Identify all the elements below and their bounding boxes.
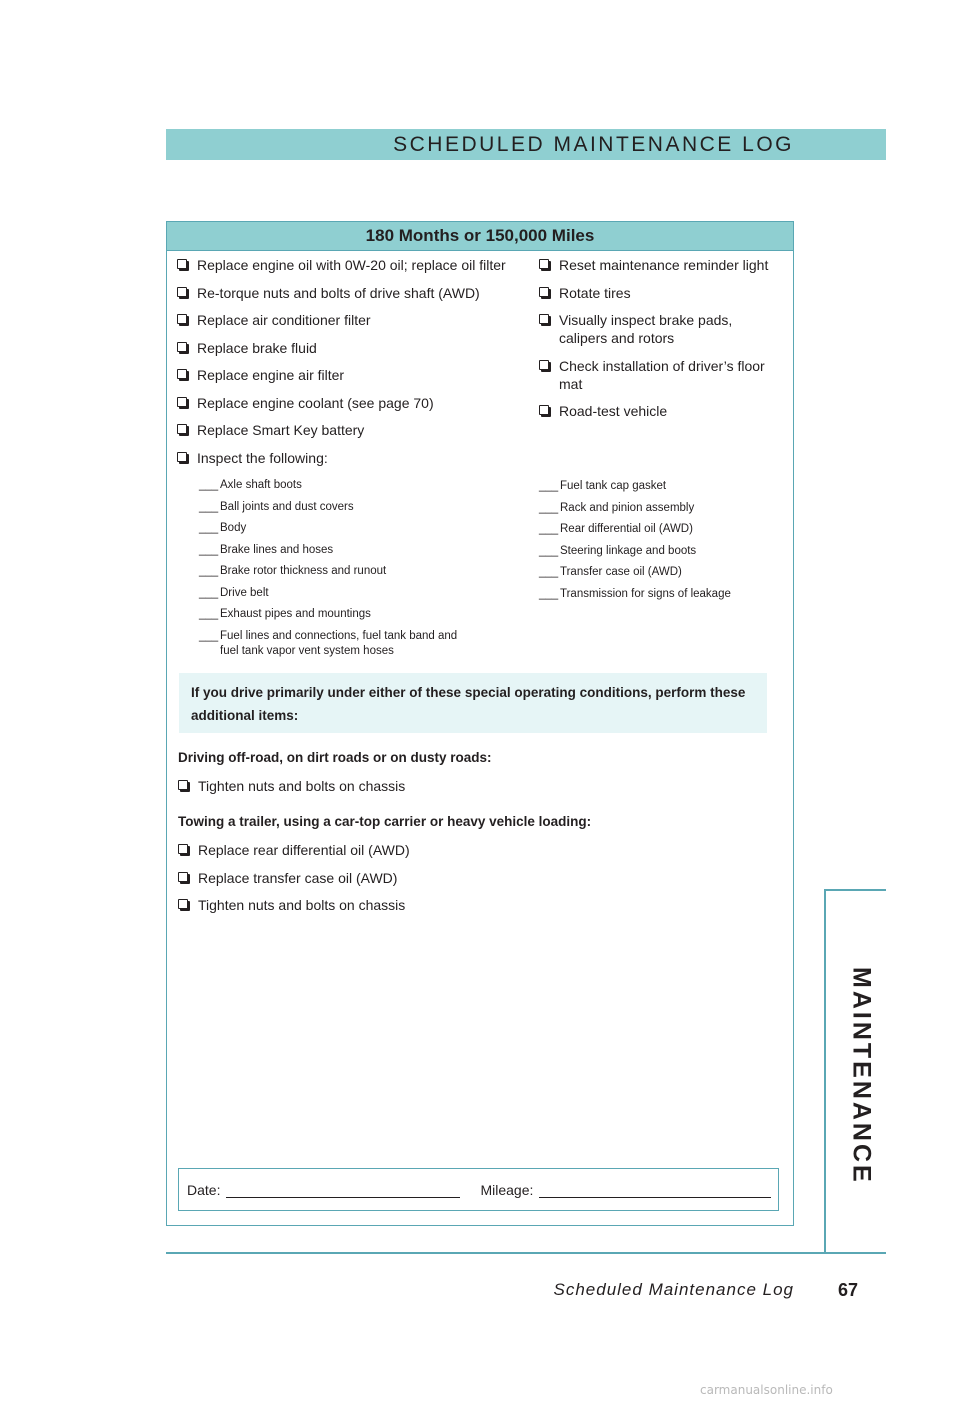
inspection-item: ___ Transfer case oil (AWD) (539, 565, 779, 580)
inspection-item: ___ Drive belt (199, 586, 459, 601)
section-header (166, 129, 886, 160)
checkbox-icon[interactable] (178, 780, 188, 790)
checklist-item (177, 284, 527, 302)
watermark: carmanualsonline.info (700, 1383, 833, 1397)
interval-title-text: 180 Months or 150,000 Miles (365, 226, 595, 245)
checklist-item-label: Inspect the following: (197, 449, 328, 466)
inspection-item: ___ Axle shaft boots (199, 478, 459, 493)
inspection-list-left (199, 478, 459, 665)
checklist-item-label: Rotate tires (559, 284, 631, 301)
inspection-item: ___ Fuel lines and connections, fuel tank band and fuel tank vapor vent system hoses (199, 629, 459, 659)
date-mileage-row (178, 1168, 779, 1211)
checkbox-icon[interactable] (178, 872, 188, 882)
checklist-item (178, 896, 758, 914)
checkbox-icon[interactable] (177, 314, 187, 324)
footer-divider (166, 1252, 886, 1254)
checklist-item (178, 841, 758, 859)
inspection-item: ___ Exhaust pipes and mountings (199, 607, 459, 622)
checklist-item (178, 777, 758, 795)
footer-title: Scheduled Maintenance Log (553, 1280, 794, 1299)
checkbox-icon[interactable] (177, 342, 187, 352)
checkbox-icon[interactable] (177, 287, 187, 297)
checklist-item (177, 339, 527, 357)
towing-section (178, 813, 758, 924)
inspection-item: ___ Fuel tank cap gasket (539, 479, 779, 494)
date-label: Date: (187, 1181, 221, 1198)
checklist-item (177, 421, 527, 439)
checklist-right (539, 256, 784, 430)
checklist-item (177, 256, 527, 274)
checklist-item-label: Re-torque nuts and bolts of drive shaft (AWD) (197, 284, 480, 301)
maintenance-log-box (166, 221, 794, 1226)
offroad-heading: Driving off-road, on dirt roads or on dusty roads: (178, 750, 492, 765)
checklist-item (178, 869, 758, 887)
checkbox-icon[interactable] (178, 899, 188, 909)
offroad-section (178, 749, 758, 805)
checklist-item (539, 284, 784, 302)
checklist-item-label: Replace air conditioner filter (197, 312, 371, 328)
checkbox-icon[interactable] (177, 424, 187, 434)
checkbox-icon[interactable] (178, 844, 188, 854)
section-title: SCHEDULED MAINTENANCE LOG (393, 132, 794, 156)
checklist-item (539, 357, 784, 393)
checklist-item-label: Replace engine coolant (see page 70) (197, 394, 434, 411)
checklist-item-label: Check installation of driver’s floor mat (559, 357, 765, 392)
checklist-item (177, 394, 527, 412)
inspection-item: ___ Ball joints and dust covers (199, 500, 459, 515)
checklist-item-label: Replace brake fluid (197, 339, 317, 356)
checklist-item (177, 311, 527, 329)
mileage-field[interactable] (539, 1181, 771, 1198)
checklist-left (177, 256, 527, 476)
checkbox-icon[interactable] (177, 259, 187, 269)
checkbox-icon[interactable] (539, 360, 549, 370)
inspection-item: ___ Brake lines and hoses (199, 543, 459, 558)
checklist-item-label: Replace engine oil with 0W-20 oil; replace oil filter (197, 257, 506, 273)
checklist-item-label: Replace engine air filter (197, 367, 345, 383)
checklist-item (177, 449, 527, 467)
date-field[interactable] (226, 1181, 460, 1198)
checklist-item (539, 256, 784, 274)
inspection-item: ___ Body (199, 521, 459, 536)
checklist-item-label: Visually inspect brake pads, calipers and rotors (559, 312, 733, 346)
checkbox-icon[interactable] (539, 287, 549, 297)
checklist-item-label: Road-test vehicle (559, 403, 668, 419)
checkbox-icon[interactable] (539, 259, 549, 269)
inspection-item: ___ Rack and pinion assembly (539, 501, 779, 516)
inspection-item: ___ Steering linkage and boots (539, 544, 779, 559)
page-number: 67 (838, 1280, 859, 1300)
inspection-item: ___ Transmission for signs of leakage (539, 587, 779, 602)
checkbox-icon[interactable] (177, 452, 187, 462)
side-tab-label: MAINTENANCE (847, 966, 876, 1185)
inspection-item: ___ Rear differential oil (AWD) (539, 522, 779, 537)
checklist-item-label: Replace rear differential oil (AWD) (198, 842, 410, 858)
checklist-item-label: Replace transfer case oil (AWD) (198, 869, 398, 886)
inspection-list-right (539, 479, 779, 608)
checkbox-icon[interactable] (539, 405, 549, 415)
checkbox-icon[interactable] (539, 314, 549, 324)
checklist-item-label: Tighten nuts and bolts on chassis (198, 778, 406, 794)
checklist-item-label: Reset maintenance reminder light (559, 257, 769, 273)
checklist-item (539, 402, 784, 420)
inspection-item: ___ Brake rotor thickness and runout (199, 564, 459, 579)
checkbox-icon[interactable] (177, 397, 187, 407)
checklist-item-label: Replace Smart Key battery (197, 422, 365, 438)
checkbox-icon[interactable] (177, 369, 187, 379)
checklist-item (177, 366, 527, 384)
checklist-item-label: Tighten nuts and bolts on chassis (198, 897, 406, 913)
checklist-item (539, 311, 784, 347)
towing-heading: Towing a trailer, using a car-top carrier or heavy vehicle loading: (178, 814, 592, 829)
interval-title (167, 222, 793, 251)
maintenance-side-tab (824, 889, 886, 1253)
special-conditions-note: If you drive primarily under either of these special operating conditions, perform these additional items: (179, 673, 767, 733)
mileage-label: Mileage: (480, 1181, 534, 1198)
